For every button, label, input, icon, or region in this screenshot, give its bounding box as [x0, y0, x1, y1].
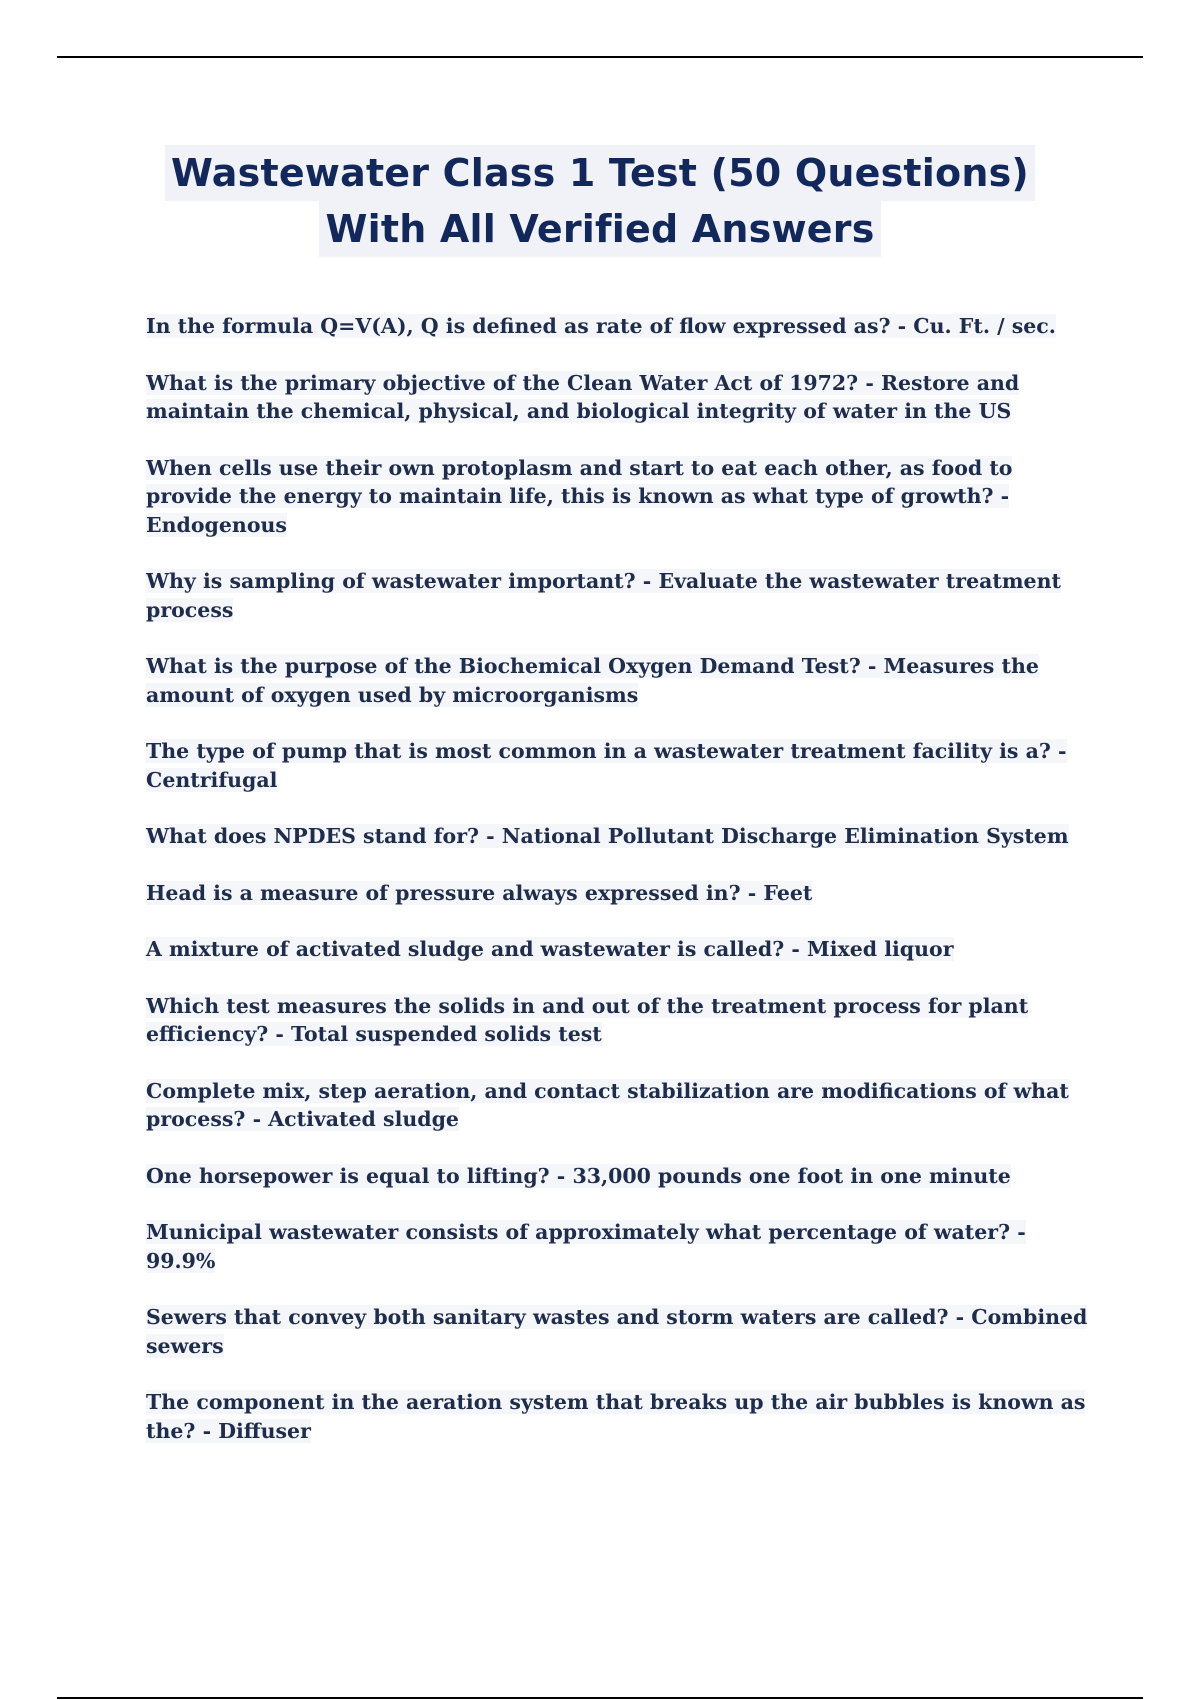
question-answer-list	[146, 312, 1091, 1473]
qa-item: In the formula Q=V(A), Q is defined as rate of flow expressed as? - Cu. Ft. / sec.	[146, 314, 1056, 338]
qa-item: The component in the aeration system that breaks up the air bubbles is known as the? - Diffuser	[146, 1390, 1086, 1443]
qa-item: What is the purpose of the Biochemical Oxygen Demand Test? - Measures the amount of oxygen used by microorganisms	[146, 654, 1039, 707]
title-line-1: Wastewater Class 1 Test (50 Questions)	[165, 145, 1035, 201]
footer-rule	[57, 1697, 1143, 1699]
qa-item: Which test measures the solids in and out of the treatment process for plant efficiency? - Total suspended solids test	[146, 993, 1029, 1046]
qa-item: One horsepower is equal to lifting? - 33,000 pounds one foot in one minute	[146, 1163, 1011, 1188]
qa-item: Municipal wastewater consists of approximately what percentage of water? - 99.9%	[146, 1220, 1026, 1273]
qa-item: Complete mix, step aeration, and contact stabilization are modifications of what process? - Activated sludge	[146, 1078, 1069, 1131]
title-line-2: With All Verified Answers	[319, 201, 880, 257]
header-rule	[57, 56, 1143, 58]
page-title	[0, 145, 1200, 257]
qa-item: A mixture of activated sludge and wastewater is called? - Mixed liquor	[146, 937, 954, 961]
qa-item: The type of pump that is most common in a wastewater treatment facility is a? - Centrifugal	[146, 739, 1067, 792]
qa-item: What does NPDES stand for? - National Pollutant Discharge Elimination System	[146, 824, 1069, 848]
qa-item: Sewers that convey both sanitary wastes and storm waters are called? - Combined sewers	[146, 1305, 1088, 1358]
qa-item: Head is a measure of pressure always expressed in? - Feet	[146, 880, 813, 905]
qa-item: When cells use their own protoplasm and start to eat each other, as food to provide the energy to maintain life, this is known as what type of growth? - Endogenous	[146, 455, 1013, 537]
qa-item: Why is sampling of wastewater important? - Evaluate the wastewater treatment process	[146, 569, 1061, 622]
qa-item: What is the primary objective of the Clean Water Act of 1972? - Restore and maintain the chemical, physical, and biological integrity of water in the US	[146, 370, 1020, 423]
